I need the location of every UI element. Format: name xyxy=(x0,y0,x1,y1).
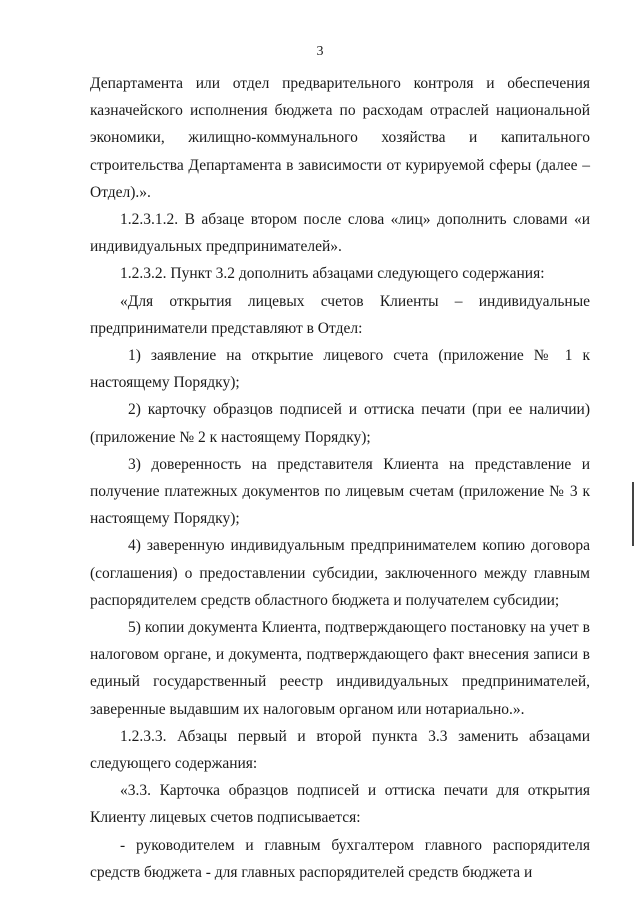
scan-edge-mark xyxy=(632,482,634,546)
paragraph-department-continuation: Департамента или отдел предварительного контроля и обеспечения казначейского исполнения бюджета по расходам отраслей национальной экономики, жилищно-коммунального хозяйства и капитального строительства Департамента в зависимости от курируемой сферы (далее – Отдел).». xyxy=(90,75,590,201)
list-item-2: 2) карточку образцов подписей и оттиска печати (при ее наличии) (приложение № 2 к настоящему Порядку); xyxy=(90,401,590,446)
list-item-1: 1) заявление на открытие лицевого счета (приложение № 1 к настоящему Порядку); xyxy=(90,347,590,392)
paragraph-1-2-3-1-2: 1.2.3.1.2. В абзаце втором после слова «лиц» дополнить словами «и индивидуальных предпринимателей». xyxy=(90,211,590,256)
document-body xyxy=(90,70,590,886)
paragraph-quote-intro: «Для открытия лицевых счетов Клиенты – индивидуальные предприниматели представляют в Отдел: xyxy=(90,292,590,337)
list-item-5: 5) копии документа Клиента, подтверждающего постановку на учет в налоговом органе, и документа, подтверждающего факт внесения записи в единый государственный реестр индивидуальных предпринимателей, заверенные выдавшим их налоговым органом или нотариально.». xyxy=(90,619,590,718)
paragraph-1-2-3-3: 1.2.3.3. Абзацы первый и второй пункта 3.3 заменить абзацами следующего содержания: xyxy=(90,727,590,773)
paragraph-3-3-quote: «3.3. Карточка образцов подписей и оттиска печати для открытия Клиенту лицевых счетов подписывается: xyxy=(90,782,590,827)
paragraph-dash-item: - руководителем и главным бухгалтером главного распорядителя средств бюджета - для главных распорядителей средств бюджета и xyxy=(90,836,590,881)
page-number: 3 xyxy=(316,44,324,59)
list-item-4: 4) заверенную индивидуальным предпринимателем копию договора (соглашения) о предоставлении субсидии, заключенного между главным распорядителем средств областного бюджета и получателем субсидии; xyxy=(90,537,590,609)
paragraph-1-2-3-2: 1.2.3.2. Пункт 3.2 дополнить абзацами следующего содержания: xyxy=(120,265,545,283)
list-item-3: 3) доверенность на представителя Клиента на представление и получение платежных документов по лицевым счетам (приложение № 3 к настоящему Порядку); xyxy=(90,455,590,528)
